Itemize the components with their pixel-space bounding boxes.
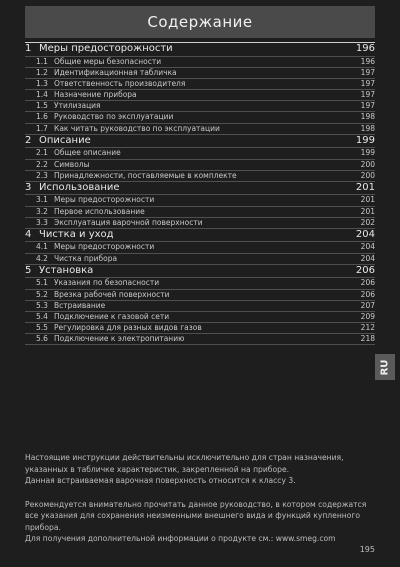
toc-entry-title: Утилизация: [54, 101, 101, 111]
notes: [25, 452, 377, 545]
toc-section-row[interactable]: [25, 135, 375, 149]
toc-entry-title: Эксплуатация варочной поверхности: [54, 217, 203, 227]
toc-entry-page: 204: [355, 228, 375, 240]
toc-entry-number: 5.3: [36, 300, 48, 310]
toc-entry-number: 5.2: [36, 289, 48, 299]
toc-entry-page: 197: [360, 78, 375, 88]
toc-subsection-row[interactable]: [25, 207, 375, 218]
toc-header: Содержание: [25, 6, 375, 38]
toc-entry-number: 1.5: [36, 101, 48, 111]
language-tab-label: RU: [379, 359, 391, 375]
toc-entry-number: 3: [25, 181, 32, 193]
toc-entry-page: 197: [360, 90, 375, 100]
toc-entry-title: Указания по безопасности: [54, 278, 160, 288]
toc-entry-page: 198: [360, 123, 375, 133]
toc-entry-number: 1.2: [36, 67, 48, 77]
toc-entry-label: [36, 112, 173, 122]
toc-subsection-row[interactable]: [25, 242, 375, 253]
table-of-contents: [25, 42, 375, 345]
toc-entry-number: 2.1: [36, 148, 48, 158]
toc-entry-page: 198: [360, 112, 375, 122]
toc-entry-title: Меры предосторожности: [54, 195, 155, 205]
toc-entry-label: [36, 68, 177, 78]
toc-entry-number: 2.3: [36, 170, 48, 180]
toc-entry-page: 206: [360, 278, 375, 288]
toc-subsection-row[interactable]: [25, 112, 375, 123]
toc-entry-number: 5.5: [36, 323, 48, 333]
toc-entry-title: Меры предосторожности: [54, 242, 155, 252]
toc-entry-number: 3.3: [36, 217, 48, 227]
toc-entry-number: 1.3: [36, 78, 48, 88]
toc-entry-number: 2.2: [36, 159, 48, 169]
page-number: 195: [359, 545, 375, 554]
toc-entry-page: 206: [355, 264, 375, 276]
toc-entry-label: [25, 229, 114, 242]
toc-entry-page: 212: [360, 323, 375, 333]
toc-section-row[interactable]: [25, 265, 375, 279]
toc-entry-title: Общее описание: [54, 148, 121, 158]
toc-subsection-row[interactable]: [25, 195, 375, 206]
toc-subsection-row[interactable]: [25, 124, 375, 135]
toc-entry-page: 199: [360, 148, 375, 158]
note-validity: Настоящие инструкции действительны исключительно для стран назначения, указанных в табличке характеристик, закрепленной на приборе.: [25, 453, 344, 474]
toc-entry-title: Общие меры безопасности: [54, 56, 162, 66]
toc-entry-title: Идентификационная табличка: [54, 67, 177, 77]
toc-entry-label: [36, 171, 237, 181]
toc-subsection-row[interactable]: [25, 278, 375, 289]
toc-entry-page: 201: [360, 195, 375, 205]
toc-entry-label: [36, 278, 159, 288]
toc-entry-title: Руководство по эксплуатации: [54, 112, 174, 122]
toc-subsection-row[interactable]: [25, 334, 375, 345]
toc-entry-label: [25, 43, 173, 56]
toc-subsection-row[interactable]: [25, 312, 375, 323]
toc-entry-number: 4.1: [36, 242, 48, 252]
toc-entry-page: 207: [360, 300, 375, 310]
toc-entry-page: 199: [355, 134, 375, 146]
toc-entry-title: Меры предосторожности: [39, 43, 173, 54]
toc-entry-page: 218: [360, 334, 375, 344]
toc-entry-title: Подключение к электропитанию: [54, 334, 185, 344]
toc-subsection-row[interactable]: [25, 101, 375, 112]
toc-entry-number: 5.6: [36, 334, 48, 344]
toc-subsection-row[interactable]: [25, 254, 375, 265]
toc-entry-label: [36, 57, 161, 67]
toc-entry-title: Ответственность производителя: [54, 78, 186, 88]
toc-entry-page: 200: [360, 170, 375, 180]
toc-entry-title: Чистка и уход: [39, 228, 114, 240]
toc-entry-title: Установка: [39, 264, 94, 276]
toc-entry-page: 197: [360, 101, 375, 111]
note-read-manual: Рекомендуется внимательно прочитать данное руководство, в котором содержатся все указания для сохранения неизменными внешнего вида и функций купленного прибора.: [25, 499, 367, 532]
toc-subsection-row[interactable]: [25, 57, 375, 68]
toc-entry-page: 206: [360, 289, 375, 299]
toc-section-row[interactable]: [25, 229, 375, 243]
toc-entry-label: [36, 242, 154, 252]
toc-entry-page: 204: [360, 253, 375, 263]
toc-entry-page: 196: [355, 43, 375, 54]
toc-entry-number: 3.2: [36, 206, 48, 216]
toc-entry-title: Встраивание: [54, 300, 106, 310]
toc-entry-number: 2: [25, 134, 32, 146]
toc-subsection-row[interactable]: [25, 79, 375, 90]
toc-subsection-row[interactable]: [25, 290, 375, 301]
toc-entry-label: [36, 254, 117, 264]
toc-entry-label: [36, 290, 169, 300]
toc-entry-number: 1.7: [36, 123, 48, 133]
toc-entry-label: [36, 323, 202, 333]
toc-entry-title: Описание: [39, 134, 91, 146]
note-class: Данная встраиваемая варочная поверхность относится к классу 3.: [25, 476, 296, 485]
toc-entry-number: 1: [25, 43, 32, 54]
toc-section-row[interactable]: [25, 182, 375, 196]
toc-entry-title: Назначение прибора: [54, 90, 137, 100]
note-more-info: Для получения дополнительной информации о продукте см.: www.smeg.com: [25, 534, 336, 543]
toc-entry-label: [36, 160, 90, 170]
toc-entry-title: Как читать руководство по эксплуатации: [54, 123, 220, 133]
toc-subsection-row[interactable]: [25, 148, 375, 159]
toc-entry-title: Принадлежности, поставляемые в комплекте: [54, 170, 237, 180]
toc-subsection-row[interactable]: [25, 160, 375, 171]
toc-entry-title: Врезка рабочей поверхности: [54, 289, 170, 299]
toc-entry-title: Подключение к газовой сети: [54, 311, 170, 321]
toc-entry-number: 5.4: [36, 311, 48, 321]
toc-entry-title: Первое использование: [54, 206, 145, 216]
toc-section-row[interactable]: [25, 43, 375, 57]
toc-entry-label: [36, 148, 121, 158]
toc-entry-title: Использование: [39, 181, 120, 193]
toc-entry-label: [36, 124, 220, 134]
toc-entry-page: 197: [360, 67, 375, 77]
toc-entry-number: 1.4: [36, 90, 48, 100]
toc-entry-page: 196: [360, 56, 375, 66]
language-tab: [375, 354, 395, 380]
toc-entry-page: 201: [360, 206, 375, 216]
toc-entry-label: [36, 90, 137, 100]
toc-subsection-row[interactable]: [25, 323, 375, 334]
toc-entry-label: [36, 312, 169, 322]
toc-entry-label: [36, 79, 185, 89]
toc-entry-number: 4: [25, 228, 32, 240]
toc-entry-label: [36, 334, 184, 344]
toc-entry-page: 204: [360, 242, 375, 252]
toc-entry-label: [25, 182, 120, 195]
toc-subsection-row[interactable]: [25, 218, 375, 229]
toc-entry-number: 1.1: [36, 56, 48, 66]
toc-entry-page: 201: [355, 181, 375, 193]
toc-entry-number: 5.1: [36, 278, 48, 288]
toc-entry-title: Чистка прибора: [54, 253, 118, 263]
toc-entry-number: 3.1: [36, 195, 48, 205]
toc-entry-number: 1.6: [36, 112, 48, 122]
toc-entry-number: 5: [25, 264, 32, 276]
toc-entry-label: [25, 135, 91, 148]
toc-entry-page: 209: [360, 311, 375, 321]
toc-entry-label: [36, 207, 145, 217]
toc-entry-title: Символы: [54, 159, 90, 169]
toc-subsection-row[interactable]: [25, 68, 375, 79]
toc-subsection-row[interactable]: [25, 301, 375, 312]
toc-entry-page: 200: [360, 159, 375, 169]
toc-entry-number: 4.2: [36, 253, 48, 263]
toc-entry-page: 202: [360, 217, 375, 227]
toc-subsection-row[interactable]: [25, 90, 375, 101]
toc-entry-label: [36, 301, 105, 311]
toc-entry-title: Регулировка для разных видов газов: [54, 323, 202, 333]
toc-subsection-row[interactable]: [25, 171, 375, 182]
toc-entry-label: [25, 265, 93, 278]
toc-entry-label: [36, 101, 101, 111]
toc-entry-label: [36, 195, 154, 205]
toc-entry-label: [36, 218, 203, 228]
